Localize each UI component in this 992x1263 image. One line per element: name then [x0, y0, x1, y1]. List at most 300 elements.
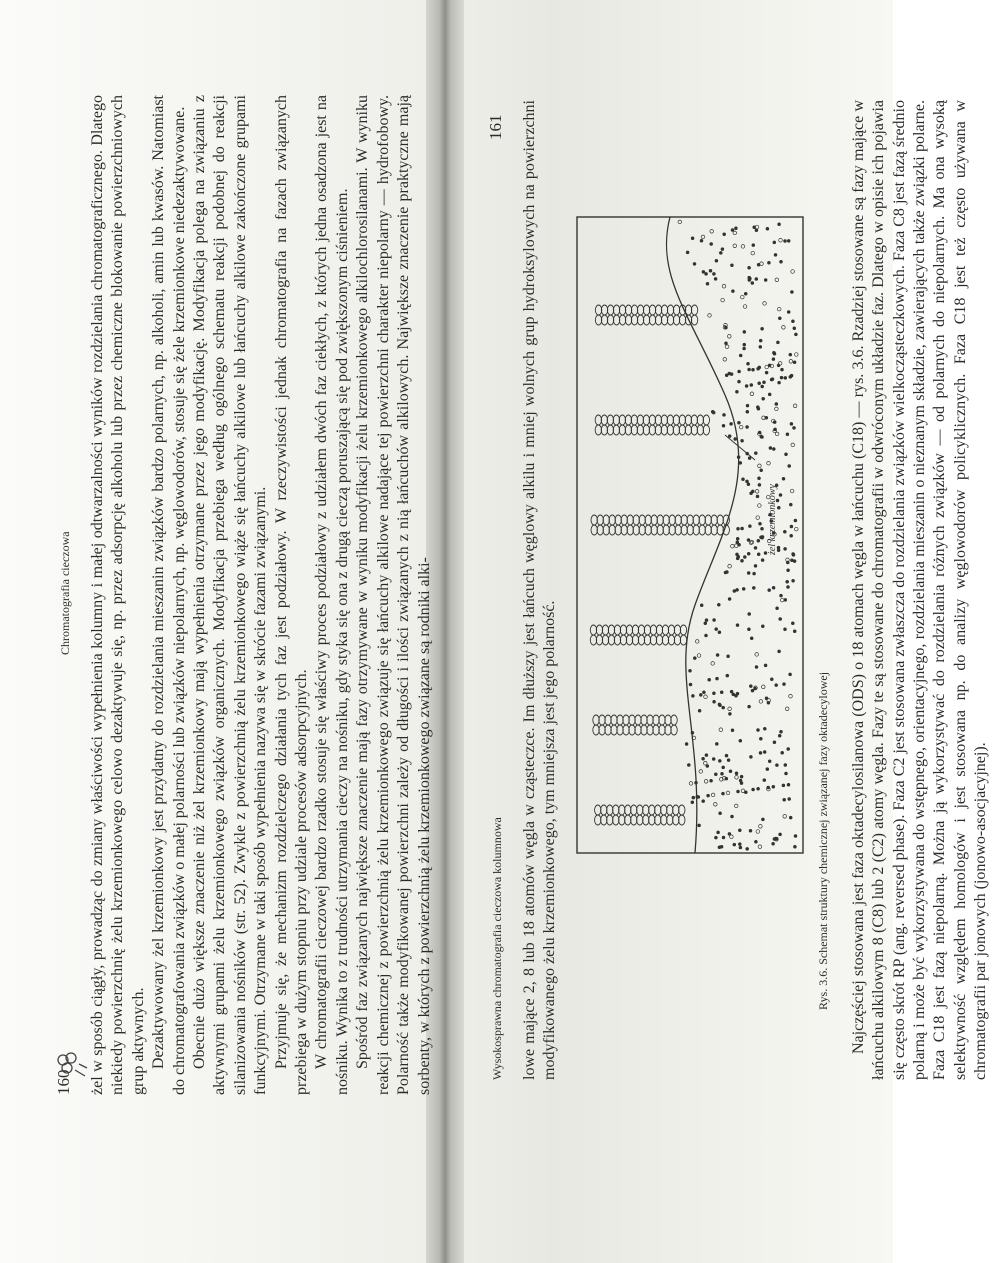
gel-particle	[760, 527, 763, 530]
gel-particle	[731, 290, 734, 293]
gel-particle	[775, 432, 779, 436]
margin-doodle	[55, 1050, 91, 1080]
gel-particle	[767, 786, 770, 789]
gel-particle	[708, 314, 712, 318]
gel-particle	[708, 678, 711, 681]
gel-particle	[765, 371, 768, 374]
figure-caption: Rys. 3.6. Schemat struktury chemicznej związanej fazy oktadecylowej	[815, 671, 830, 1010]
gel-particle	[748, 266, 751, 269]
gel-particle	[727, 335, 731, 339]
gel-particle	[735, 776, 739, 780]
gel-particle	[729, 835, 733, 839]
gel-particle	[720, 691, 723, 694]
gel-particle	[784, 377, 787, 380]
gel-particle	[736, 624, 739, 627]
gel-particle	[794, 353, 798, 357]
gel-particle	[782, 477, 785, 480]
gel-particle	[790, 525, 793, 528]
gel-particle	[765, 697, 768, 700]
gel-particle	[793, 630, 796, 633]
gel-particle	[736, 790, 739, 793]
gel-particle	[706, 765, 709, 768]
gel-particle	[688, 669, 691, 672]
gel-particle	[738, 543, 741, 546]
gel-particle	[730, 544, 734, 548]
gel-particle	[763, 727, 766, 730]
gel-particle	[783, 240, 786, 243]
gel-particle	[779, 494, 782, 497]
gel-particle	[693, 657, 696, 660]
gel-particle	[770, 678, 773, 681]
gel-particle	[736, 692, 739, 695]
gel-particle	[722, 766, 725, 769]
gel-particle	[725, 777, 728, 780]
gel-particle	[774, 407, 778, 411]
gel-particle	[746, 848, 749, 851]
gel-particle	[778, 317, 781, 320]
gel-particle	[786, 580, 789, 583]
gel-particle	[748, 368, 751, 371]
gel-particle	[745, 385, 748, 388]
gel-particle	[777, 307, 781, 311]
gel-particle	[737, 456, 740, 459]
gel-particle	[742, 588, 745, 591]
gel-particle	[744, 292, 747, 295]
gel-particle	[705, 754, 708, 757]
gel-particle	[735, 772, 738, 775]
gel-particle	[747, 483, 750, 486]
gel-particle	[763, 751, 766, 754]
gel-particle	[753, 572, 756, 575]
paragraph: lowe mające 2, 8 lub 18 atomów węgla w cząsteczce. Im dłuższy jest łańcuch węglowy alkilu i mniej wolnych grup hydroksylowych na powierzchni modyfikowanego żelu krzemionkowego, tym mniejsza jest jego polarność.	[521, 100, 559, 1080]
gel-particle	[759, 700, 763, 704]
gel-particle	[794, 527, 798, 531]
gel-particle	[704, 634, 707, 637]
gel-particle	[778, 734, 781, 737]
gel-particle	[748, 705, 751, 708]
gel-particle	[783, 530, 786, 533]
gel-particle	[779, 730, 782, 733]
gel-particle	[733, 843, 736, 846]
gel-particle	[710, 230, 714, 234]
gel-particle	[740, 775, 743, 778]
gel-particle	[698, 824, 701, 827]
right-page	[480, 60, 990, 1150]
gel-particle	[789, 694, 793, 698]
gel-particle	[728, 707, 732, 711]
gel-particle	[730, 815, 733, 818]
gel-particle	[757, 787, 760, 790]
gel-particle	[721, 248, 724, 251]
gel-particle	[751, 251, 755, 255]
gel-particle	[751, 282, 754, 285]
gel-particle	[743, 331, 746, 334]
gel-particle	[754, 452, 757, 455]
gel-particle	[784, 453, 787, 456]
gel-particle	[790, 423, 793, 426]
gel-particle	[685, 743, 688, 746]
gel-particle	[694, 781, 697, 784]
gel-particle	[689, 782, 693, 786]
gel-particle	[722, 414, 725, 417]
right-running-head: Wysokosprawna chromatografia cieczowa kolumnowa	[490, 817, 504, 1080]
gel-particle	[739, 354, 742, 357]
silica-gel-diagram	[575, 215, 805, 855]
gel-particle	[759, 346, 762, 349]
gel-particle	[722, 284, 726, 288]
gel-particle	[728, 713, 731, 716]
gel-particle	[717, 831, 720, 834]
gel-particle	[794, 835, 797, 838]
left-running-head: Chromatografia cieczowa	[58, 531, 72, 655]
gel-particle	[720, 845, 723, 848]
gel-particle	[736, 527, 739, 530]
gel-particle	[758, 522, 761, 525]
gel-particle	[791, 270, 795, 274]
gel-particle	[787, 783, 790, 786]
gel-particle	[794, 333, 797, 336]
gel-particle	[766, 227, 769, 230]
gel-particle	[775, 684, 778, 687]
left-page-header	[48, 75, 88, 1155]
gel-particle	[724, 342, 727, 345]
gel-particle	[759, 737, 762, 740]
gel-particle	[772, 358, 775, 361]
gel-particle	[789, 353, 792, 356]
gel-particle	[702, 271, 705, 274]
gel-particle	[789, 673, 792, 676]
gel-particle	[728, 598, 731, 601]
gel-particle	[758, 845, 762, 849]
gel-particle	[722, 836, 725, 839]
gel-particle	[756, 495, 759, 498]
gel-particle	[775, 278, 779, 282]
gel-particle	[698, 709, 701, 712]
gel-particle	[764, 279, 767, 282]
gel-particle	[707, 794, 710, 797]
gel-particle	[696, 795, 699, 798]
gel-particle	[711, 793, 715, 797]
gel-particle	[775, 403, 778, 406]
left-page	[48, 75, 438, 1155]
gel-particle	[787, 311, 790, 314]
gel-particle	[724, 571, 727, 574]
gel-particle	[787, 240, 790, 243]
gel-particle	[789, 503, 792, 506]
gel-particle	[786, 433, 789, 436]
paragraph: żel w sposób ciągły, prowadząc do zmiany właściwości wypełnienia kolumny i małej odtwarzalności wyników rozdzielania chromatograficznego. Dlatego niekiedy powierzchnię żelu krzemionkowego celowo dezaktywuje się, np. przez adsorpcję alkoholu lub przez chemiczne blokowanie powierzchniowych grup aktywnych.	[89, 95, 147, 1095]
gel-particle	[779, 618, 782, 621]
gel-particle	[754, 565, 757, 568]
gel-particle	[756, 516, 760, 520]
gel-particle	[774, 254, 777, 257]
gel-particle	[741, 439, 744, 442]
gel-particle	[738, 829, 741, 832]
gel-particle	[784, 764, 787, 767]
gel-particle	[741, 478, 744, 481]
gel-particle	[784, 772, 787, 775]
gel-particle	[762, 381, 765, 384]
gel-particle	[783, 628, 786, 631]
octadecyl-chains	[590, 305, 729, 825]
gel-particle	[758, 382, 761, 385]
gel-particle	[761, 327, 764, 330]
gel-particle	[773, 352, 776, 355]
gel-particle	[713, 700, 716, 703]
gel-particle	[766, 768, 769, 771]
gel-particle	[764, 664, 767, 667]
gel-particle	[791, 320, 794, 323]
gel-particle	[719, 812, 722, 815]
gel-particle	[793, 361, 796, 364]
gel-particle	[714, 278, 717, 281]
gel-particle	[738, 843, 741, 846]
gel-particle	[746, 410, 749, 413]
gel-particle	[793, 327, 796, 330]
gel-particle	[779, 594, 782, 597]
gel-particle	[734, 804, 738, 808]
gel-particle	[760, 469, 763, 472]
gel-particle	[728, 435, 731, 438]
gel-particle	[713, 619, 716, 622]
gel-particle	[771, 378, 774, 381]
gel-particle	[731, 729, 734, 732]
gel-particle	[791, 622, 794, 625]
gel-particle	[741, 789, 745, 793]
gel-particle	[719, 728, 723, 732]
gel-particle	[727, 655, 730, 658]
gel-particle	[747, 552, 750, 555]
gel-particle	[728, 564, 732, 568]
alkyl-chain	[591, 515, 729, 535]
right-page-body	[520, 60, 992, 1150]
gel-particle	[760, 262, 764, 266]
gel-particle	[778, 650, 781, 653]
gel-particle	[757, 539, 760, 542]
gel-particle	[752, 788, 755, 791]
gel-particle	[739, 462, 742, 465]
gel-particle	[745, 480, 748, 483]
gel-particle	[783, 815, 787, 819]
gel-particle	[752, 587, 755, 590]
gel-particle	[778, 362, 782, 366]
gel-particle	[773, 421, 776, 424]
gel-particle	[751, 368, 754, 371]
gel-particle	[727, 759, 730, 762]
gel-particle	[725, 754, 728, 757]
gel-particle	[722, 424, 725, 427]
gel-particle	[715, 259, 718, 262]
gel-particle	[781, 326, 785, 330]
gel-particle	[758, 484, 761, 487]
gel-particle	[735, 390, 738, 393]
gel-particle	[730, 373, 733, 376]
gel-particle	[790, 489, 794, 493]
gel-particle	[691, 695, 694, 698]
gel-particle	[755, 653, 759, 657]
paragraph: Obecnie dużo większe znaczenie niż żel krzemionkowy mają wypełnienia otrzymane przez jego modyfikację. Modyfikacja polega na związaniu z aktywnymi grupami żelu krzemionkowego związków organicznych. Modyfikacja przebiega według ogólnego schematu reakcji podobnej do reakcji silanizowania nośników (str. 52). Zwykle z powierzchnią żelu krzemionkowego wiąże się łańcuchy alkilowe lub łańcuchy alkilowe zakończone grupami funkcyjnymi. Otrzymane w taki sposób wypełnienia nazywa się w skrócie fazami związanymi.	[191, 95, 270, 1095]
gel-particle	[726, 674, 729, 677]
gel-particle	[712, 273, 715, 276]
gel-particle	[740, 782, 743, 785]
gel-particle	[782, 784, 785, 787]
gel-particle	[699, 770, 703, 774]
gel-particle	[743, 556, 746, 559]
gel-particle	[746, 404, 749, 407]
gel-particle	[791, 443, 795, 447]
gel-particle	[704, 780, 708, 784]
gel-particle	[779, 833, 782, 836]
left-page-body	[88, 75, 435, 1155]
gel-particle	[755, 278, 758, 281]
gel-particle	[757, 477, 760, 480]
gel-particle	[713, 803, 717, 807]
gel-particle	[758, 825, 762, 829]
gel-particle	[759, 752, 762, 755]
gel-particle	[788, 798, 791, 801]
gel-particle	[767, 261, 770, 264]
right-page-number: 161	[486, 114, 505, 140]
gel-particle	[783, 798, 786, 801]
gel-particle	[732, 693, 735, 696]
gel-particle	[689, 683, 692, 686]
gel-particle	[705, 619, 708, 622]
gel-particle	[784, 599, 787, 602]
gel-particle	[765, 416, 768, 419]
gel-particle	[790, 559, 793, 562]
gel-particle	[721, 298, 725, 302]
gel-particle	[737, 421, 740, 424]
gel-particle	[750, 384, 753, 387]
gel-particle	[752, 244, 755, 247]
gel-particle	[759, 339, 762, 342]
gel-particle	[757, 464, 761, 468]
gel-particle	[761, 385, 764, 388]
gel-particle	[704, 695, 708, 699]
right-page-header	[480, 60, 520, 1150]
gel-particle	[691, 731, 694, 734]
gel-particle	[773, 241, 776, 244]
gel-particle	[700, 604, 703, 607]
gel-particle	[772, 785, 775, 788]
gel-particle	[700, 239, 703, 242]
gel-particle	[790, 534, 793, 537]
gel-particle	[754, 547, 757, 550]
gel-particle	[701, 235, 705, 239]
gel-particle	[736, 537, 739, 540]
gel-particle	[787, 569, 790, 572]
gel-particle	[705, 273, 708, 276]
gel-particle	[721, 792, 724, 795]
gel-particle	[746, 362, 749, 365]
gel-particle	[730, 423, 733, 426]
gel-particle	[719, 252, 722, 255]
gel-particle	[736, 589, 739, 592]
gel-particle	[765, 365, 769, 369]
gel-particle	[757, 407, 760, 410]
gel-particle	[714, 773, 717, 776]
gel-particle	[712, 692, 715, 695]
gel-particle	[755, 229, 758, 232]
gel-particle	[691, 801, 694, 804]
gel-particle	[718, 631, 721, 634]
alkyl-chain	[595, 415, 709, 435]
gel-particle	[761, 559, 764, 562]
gel-particle	[794, 519, 797, 522]
gel-particle	[740, 295, 744, 299]
gel-particle	[762, 397, 765, 400]
gel-particle	[749, 756, 752, 759]
gel-particle	[710, 243, 713, 246]
gel-particle	[781, 751, 784, 754]
gel-particle	[748, 457, 751, 460]
gel-particle	[782, 683, 785, 686]
gel-particle	[754, 840, 757, 843]
gel-particle	[746, 426, 749, 429]
gel-particle	[774, 428, 777, 431]
gel-particle	[772, 586, 775, 589]
gel-particle	[792, 427, 795, 430]
gel-particle	[739, 425, 743, 429]
gel-particle	[737, 555, 740, 558]
gel-particle	[747, 572, 750, 575]
gel-particle	[714, 836, 717, 839]
gel-particle	[734, 438, 737, 441]
gel-particle	[730, 264, 733, 267]
gel-particle	[691, 237, 694, 240]
gel-particle	[768, 393, 771, 396]
gel-particle	[768, 760, 771, 763]
gel-particle	[750, 392, 754, 396]
gel-particle	[761, 818, 764, 821]
gel-particle	[779, 260, 782, 263]
gel-particle	[793, 845, 796, 848]
gel-particle	[706, 282, 709, 285]
gel-particle	[712, 411, 715, 414]
gel-particle	[789, 360, 793, 364]
gel-particle	[773, 741, 776, 744]
gel-particle	[686, 251, 689, 254]
gel-particle	[750, 492, 753, 495]
gel-particle	[715, 628, 718, 631]
gel-particle	[767, 461, 771, 465]
paragraph: Najczęściej stosowana jest faza oktadecylosilanowa (ODS) o 18 atomach węgla w łańcuchu (C18) — rys. 3.6. Rzadziej stosowane są fazy mające w łańcuchu alkilowym 8 (C8) lub 2 (C2) atomy węgla. Fazy te są stosowane do chromatografii w odwróconym układzie faz. Dlatego w opisie ich pojawia się często skrót RP (ang. reversed phase). Faza C2 jest stosowana zwłaszcza do rozdzielania związków wielkocząsteczkowych. Faza C8 jest fazą średnio polarną i może być wykorzystywana do wstępnego, orientacyjnego, rozdzielania mieszanin o nieznanym składzie, zawierających także związki polarne. Faza C18 jest fazą niepolarną. Można ją wykorzystywać do rozdzielania różnych związków — od polarnych do niepolarnych. Ma ona wysoką selektywność względem homologów i jest stosowana np. do analizy węglowodorów policyklicznych. Faza C18 jest też często używana w chromatografii par jonowych (jonowo-asocjacyjnej).	[849, 100, 990, 1080]
gel-particle	[748, 613, 751, 616]
paragraph: Przyjmuje się, że mechanizm rozdzielczego działania tych faz jest podziałowy. W rzeczywistości jednak chromatografia na fazach związanych przebiega w dużym stopniu przy udziale procesów adsorpcyjnych.	[272, 95, 311, 1095]
gel-particle	[789, 376, 792, 379]
gel-particle	[718, 704, 721, 707]
gel-particle	[723, 358, 727, 362]
gel-particle	[763, 302, 767, 306]
gel-particle	[733, 231, 737, 235]
gel-particle	[734, 227, 737, 230]
gel-particle	[750, 637, 753, 640]
gel-particle	[743, 347, 746, 350]
gel-particle	[779, 238, 783, 242]
gel-particle	[702, 800, 705, 803]
gel-particle	[751, 689, 754, 692]
gel-particle	[778, 223, 781, 226]
gel-particle	[702, 691, 705, 694]
gel-particle	[712, 758, 715, 761]
gel-particle	[787, 748, 790, 751]
gel-particle	[769, 447, 772, 450]
gel-particle	[733, 244, 737, 248]
gel-particle	[710, 779, 713, 782]
gel-particle	[741, 527, 744, 530]
gel-particle	[761, 536, 764, 539]
gel-particle	[693, 263, 696, 266]
